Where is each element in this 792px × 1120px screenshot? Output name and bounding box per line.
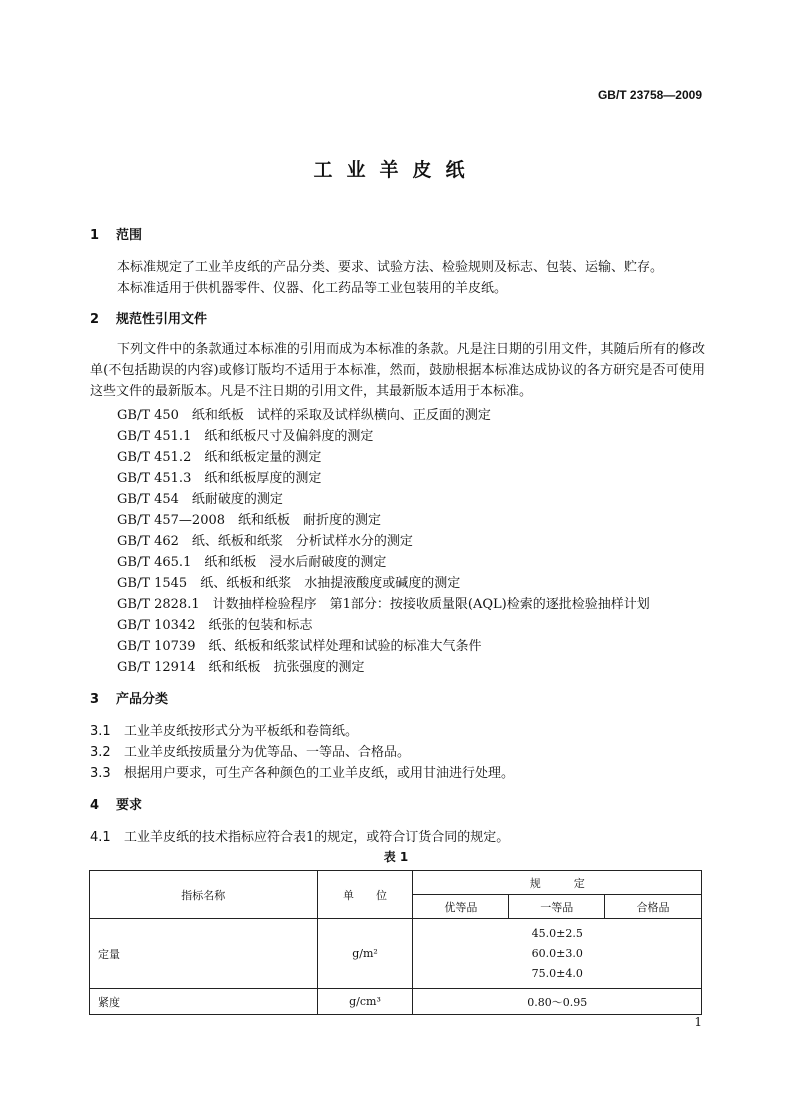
header-grade: 优等品 (413, 895, 509, 919)
reference-item: GB/T 450 纸和纸板 试样的采取及试样纵横向、正反面的测定 (117, 408, 491, 423)
section-title: 规范性引用文件 (116, 312, 208, 327)
clause-number: 3.1 (90, 724, 111, 739)
clause-text: 工业羊皮纸按质量分为优等品、一等品、合格品。 (124, 745, 411, 760)
row-value: 0.80～0.95 (413, 989, 702, 1015)
document-title: 工业羊皮纸 (313, 159, 479, 181)
paragraph: 本标准规定了工业羊皮纸的产品分类、要求、试验方法、检验规则及标志、包装、运输、贮存。 (117, 260, 664, 275)
reference-item: GB/T 462 纸、纸板和纸浆 分析试样水分的测定 (117, 534, 413, 549)
section-2-heading (90, 308, 207, 327)
section-3-heading (90, 688, 168, 707)
row-name: 定量 (90, 919, 318, 989)
reference-item: GB/T 2828.1 计数抽样检验程序 第1部分：按接收质量限(AQL)检索的逐批检验抽样计划 (117, 597, 650, 612)
reference-item: GB/T 457—2008 纸和纸板 耐折度的测定 (117, 513, 382, 528)
table-header-row (90, 871, 702, 895)
clause-number: 3.2 (90, 745, 111, 760)
paragraph: 本标准适用于供机器零件、仪器、化工药品等工业包装用的羊皮纸。 (117, 281, 508, 296)
row-value: 60.0±3.0 (531, 946, 583, 960)
reference-item: GB/T 451.2 纸和纸板定量的测定 (117, 450, 322, 465)
clause-text: 工业羊皮纸的技术指标应符合表1的规定，或符合订货合同的规定。 (124, 830, 510, 845)
reference-item: GB/T 454 纸耐破度的测定 (117, 492, 283, 507)
row-unit: g/cm³ (317, 989, 413, 1015)
clause (90, 741, 410, 760)
header-indicator: 指标名称 (90, 871, 318, 919)
reference-item: GB/T 465.1 纸和纸板 浸水后耐破度的测定 (117, 555, 387, 570)
row-value: 45.0±2.5 (531, 926, 583, 940)
reference-item: GB/T 1545 纸、纸板和纸浆 水抽提液酸度或碱度的测定 (117, 576, 461, 591)
clause-number: 3.3 (90, 766, 111, 781)
clause-number: 4.1 (90, 830, 111, 845)
row-unit: g/m² (317, 919, 413, 989)
spec-table (89, 870, 702, 1015)
section-title: 产品分类 (116, 692, 169, 707)
reference-item: GB/T 10739 纸、纸板和纸浆试样处理和试验的标准大气条件 (117, 639, 482, 654)
header-grade: 合格品 (605, 895, 702, 919)
standard-number: GB/T 23758—2009 (597, 88, 702, 102)
reference-item: GB/T 12914 纸和纸板 抗张强度的测定 (117, 660, 365, 675)
header-grade: 一等品 (509, 895, 605, 919)
section-title: 范围 (116, 228, 143, 243)
clause (90, 720, 358, 739)
clause-text: 工业羊皮纸按形式分为平板纸和卷筒纸。 (124, 724, 359, 739)
paragraph: 下列文件中的条款通过本标准的引用而成为本标准的条款。凡是注日期的引用文件，其随后所有的修改单(不包括勘误的内容)或修订版均不适用于本标准，然而，鼓励根据本标准达成协议的各方研究是否可使用这些文件的最新版本。凡是不注日期的引用文件，其最新版本适用于本标准。 (90, 342, 705, 399)
row-value: 75.0±4.0 (531, 966, 583, 980)
table-row (90, 919, 702, 989)
clause (90, 826, 509, 845)
header-spec: 规 定 (413, 871, 702, 895)
section-1-heading (90, 224, 142, 243)
header-unit: 单 位 (317, 871, 413, 919)
table-row (90, 989, 702, 1015)
section-number: 2 (90, 312, 100, 327)
clause-text: 根据用户要求，可生产各种颜色的工业羊皮纸，或用甘油进行处理。 (124, 766, 515, 781)
section-title: 要求 (116, 798, 143, 813)
page-number: 1 (694, 1015, 702, 1029)
row-name: 紧度 (90, 989, 318, 1015)
reference-item: GB/T 451.3 纸和纸板厚度的测定 (117, 471, 322, 486)
section-number: 4 (90, 798, 100, 813)
row-values (413, 919, 702, 989)
section-number: 1 (90, 228, 100, 243)
table-caption: 表 1 (383, 850, 409, 864)
reference-item: GB/T 10342 纸张的包装和标志 (117, 618, 313, 633)
section-number: 3 (90, 692, 100, 707)
reference-item: GB/T 451.1 纸和纸板尺寸及偏斜度的测定 (117, 429, 374, 444)
clause (90, 762, 514, 781)
section-4-heading (90, 794, 142, 813)
